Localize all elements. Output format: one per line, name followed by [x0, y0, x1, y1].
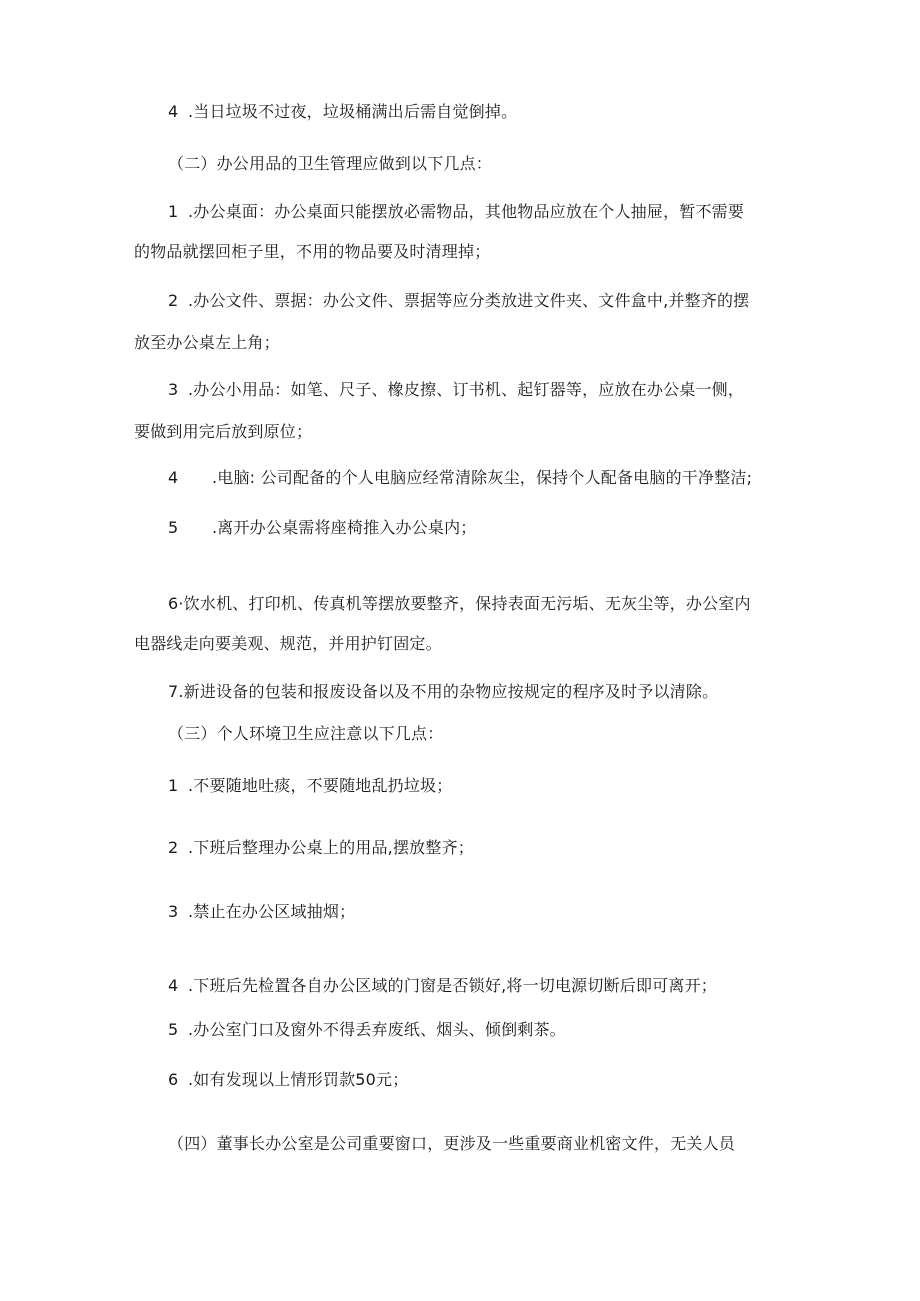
item-number: 3: [168, 380, 179, 399]
item-text: .下班后先检置各自办公区域的门窗是否锁好,将一切电源切断后即可离开；: [188, 976, 717, 995]
item-number: 5: [168, 1020, 179, 1039]
item-text: .当日垃圾不过夜，垃圾桶满出后需自觉倒掉。: [188, 102, 518, 121]
list-item: [168, 976, 717, 996]
item-text: .离开办公桌需将座椅推入办公桌内；: [212, 518, 477, 537]
item-number: 1: [168, 776, 179, 795]
list-item: [168, 838, 474, 858]
item-number: 3: [168, 902, 179, 921]
item-number: 1: [168, 202, 179, 221]
item-number: 6: [168, 1070, 179, 1089]
list-item: [168, 902, 355, 922]
item-text: .下班后整理办公桌上的用品,摆放整齐；: [188, 838, 474, 857]
item-text: .电脑: 公司配备的个人电脑应经常清除灰尘，保持个人配备电脑的干净整洁;: [212, 468, 753, 487]
section-heading: （二）办公用品的卫生管理应做到以下几点：: [168, 154, 493, 173]
list-item: [168, 102, 517, 122]
list-item: [168, 518, 477, 538]
item-text: .如有发现以上情形罚款50元；: [188, 1070, 409, 1089]
paragraph-line: 6·饮水机、打印机、传真机等摆放要整齐，保持表面无污垢、无灰尘等，办公室内: [168, 594, 751, 613]
item-number: 4: [168, 102, 179, 121]
item-text: .不要随地吐痰，不要随地乱扔垃圾；: [188, 776, 453, 795]
item-number: 2: [168, 838, 179, 857]
list-item: [168, 1020, 566, 1040]
section-heading: （四）董事长办公室是公司重要窗口，更涉及一些重要商业机密文件，无关人员: [168, 1134, 736, 1153]
item-number: 2: [168, 291, 179, 310]
list-item: [168, 1070, 408, 1090]
section-heading: （三）个人环境卫生应注意以下几点：: [168, 724, 444, 743]
paragraph-continuation: 的物品就摆回柜子里，不用的物品要及时清理掉；: [134, 242, 491, 261]
list-item: [168, 202, 744, 222]
paragraph-continuation: 电器线走向要美观、规范，并用护钉固定。: [134, 634, 442, 653]
item-number: 4: [168, 468, 179, 487]
item-text: .办公小用品：如笔、尺子、橡皮擦、订书机、起钉器等，应放在办公桌一侧，: [188, 380, 745, 399]
item-number: 4: [168, 976, 179, 995]
paragraph-continuation: 要做到用完后放到原位；: [134, 422, 313, 441]
item-number: 5: [168, 518, 179, 537]
list-item: [168, 776, 453, 796]
list-item: [168, 291, 749, 311]
list-item: [168, 380, 744, 400]
item-text: .办公桌面：办公桌面只能摆放必需物品，其他物品应放在个人抽屉，暂不需要: [188, 202, 745, 221]
item-text: .办公室门口及窗外不得丢弃废纸、烟头、倾倒剩茶。: [188, 1020, 566, 1039]
item-text: .禁止在办公区域抽烟；: [188, 902, 356, 921]
list-item: [168, 468, 752, 488]
item-text: .办公文件、票据：办公文件、票据等应分类放进文件夹、文件盒中,并整齐的摆: [188, 291, 750, 310]
paragraph-line: 7.新进设备的包装和报废设备以及不用的杂物应按规定的程序及时予以清除。: [168, 682, 719, 701]
paragraph-continuation: 放至办公桌左上角；: [134, 333, 280, 352]
